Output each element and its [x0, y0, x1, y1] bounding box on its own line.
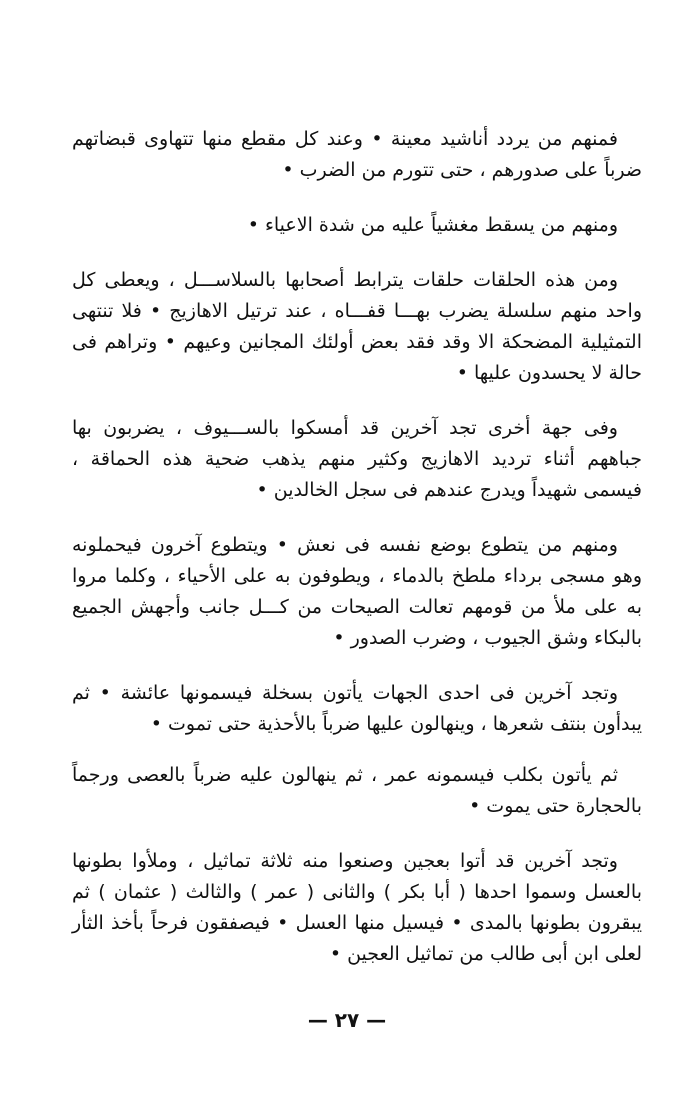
paragraph-1: فمنهم من يردد أناشيد معينة • وعند كل مقطع منها تتهاوى قبضاتهم ضرباً على صدورهم ، حتى تتورم من الضرب • [72, 128, 642, 181]
paragraph-5: ومنهم من يتطوع بوضع نفسه فى نعش • ويتطوع آخرون فيحملونه وهو مسجى برداء ملطخ بالدماء ، ويطوفون به على الأحياء ، وكلما مروا به على ملأ من قومهم تعالت الصيحات من كـــل جانب وأجهش الجميع بالبكاء وشق الجيوب ، وضرب الصدور • [72, 534, 642, 649]
paragraph-7: ثم يأتون بكلب فيسمونه عمر ، ثم ينهالون عليه ضرباً بالعصى ورجماً بالحجارة حتى يموت • [72, 764, 642, 817]
paragraph-8: وتجد آخرين قد أتوا بعجين وصنعوا منه ثلاثة تماثيل ، وملأوا بطونها بالعسل وسموا احدها ( أبا بكر ) والثانى ( عمر ) والثالث ( عثمان ) ثم يبقرون بطونها بالمدى • فيسيل منها العسل • فيصفقون فرحاً بأخذ الثأر لعلى ابن أبى طالب من تماثيل العجين • [72, 850, 642, 965]
paragraph-3: ومن هذه الحلقات حلقات يترابط أصحابها بالسلاســـل ، ويعطى كل واحد منهم سلسلة يضرب بهـــا قفـــاه ، عند ترتيل الاهازيج • فلا تنتهى التمثيلية المضحكة الا وقد فقد بعض أولئك المجانين وعيهم • وتراهم فى حالة لا يحسدون عليها • [72, 269, 642, 384]
paragraph-4: وفى جهة أخرى تجد آخرين قد أمسكوا بالســـيوف ، يضربون بها جباههم أثناء ترديد الاهازيج وكثير منهم يذهب ضحية هذه الحماقة ، فيسمى شهيداً ويدرج عندهم فى سجل الخالدين • [72, 417, 642, 501]
page-body [72, 124, 642, 994]
page-number: — ٢٧ — [307, 1008, 387, 1032]
paragraph-2: ومنهم من يسقط مغشياً عليه من شدة الاعياء • [247, 214, 618, 236]
paragraph-6: وتجد آخرين فى احدى الجهات يأتون بسخلة فيسمونها عائشة • ثم يبدأون بنتف شعرها ، وينهالون عليها ضرباً بالأحذية حتى تموت • [72, 682, 642, 735]
